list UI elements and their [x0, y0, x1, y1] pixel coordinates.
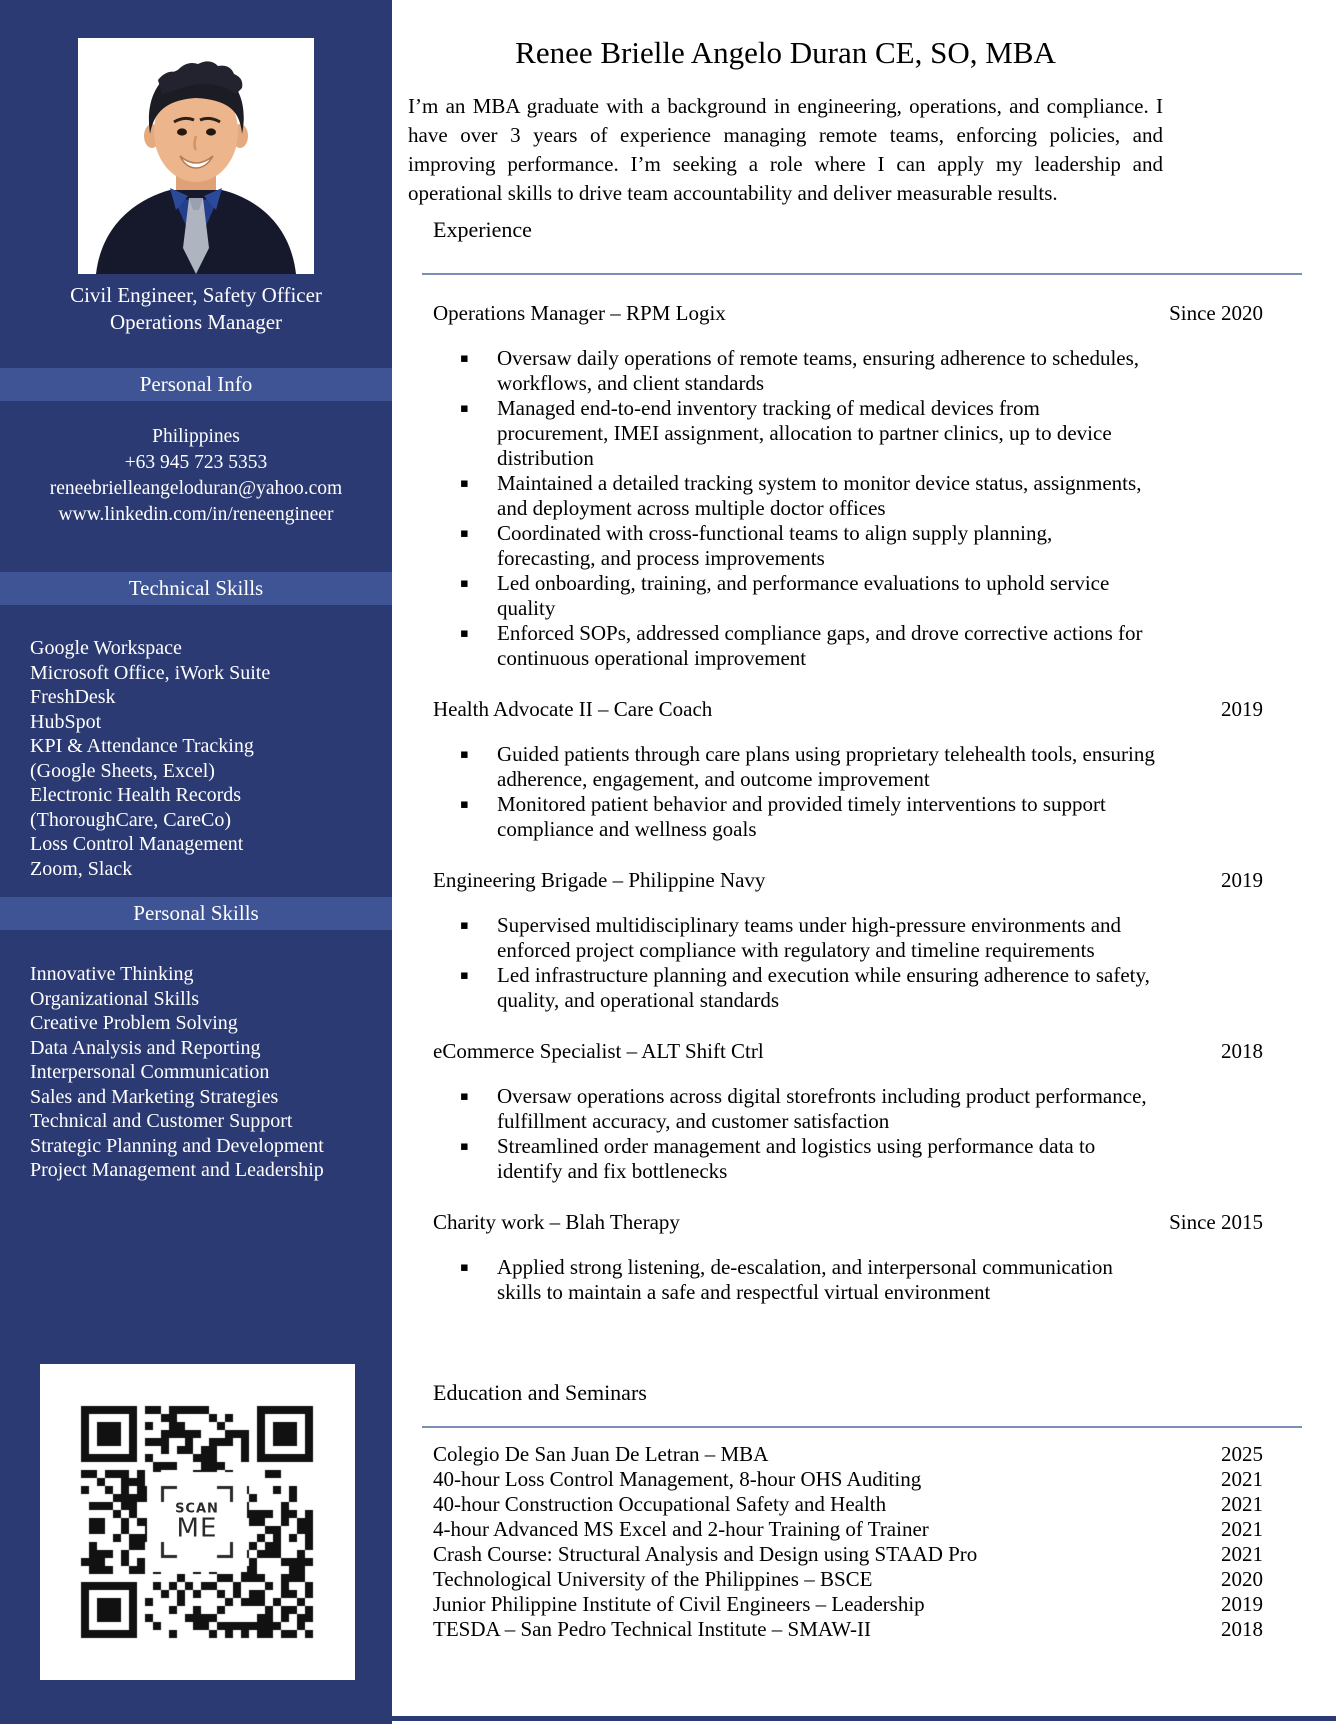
- personal-skill-item: Innovative Thinking: [30, 963, 194, 985]
- education-label: Technological University of the Philippines – BSCE: [433, 1567, 873, 1591]
- education-label: 40-hour Loss Control Management, 8-hour OHS Auditing: [433, 1467, 922, 1491]
- job-bullet: ▪ Maintained a detailed tracking system to monitor device status, assignments, and deployment across multiple doctor offices: [497, 471, 1155, 521]
- personal-skill-item: Data Analysis and Reporting: [30, 1036, 261, 1059]
- linkedin-text: www.linkedin.com/in/reneengineer: [58, 504, 334, 525]
- personal-skills-header: Personal Skills: [0, 897, 392, 930]
- education-year: 2019: [1221, 1592, 1263, 1616]
- job-head: [433, 301, 1302, 326]
- profile-summary: I’m an MBA graduate with a background in engineering, operations, and compliance. I have over 3 years of experience managing remote teams, enforcing policies, and improving performance. I’m seeking a role where I can apply my leadership and operational skills to drive team accountability and deliver measurable results.: [408, 94, 1163, 205]
- technical-skill-item: Electronic Health Records: [30, 784, 242, 806]
- education-year: 2021: [1221, 1467, 1263, 1491]
- qr-card: [40, 1364, 355, 1680]
- job-bullet: ▪ Coordinated with cross-functional teams to align supply planning, forecasting, and process improvements: [497, 521, 1155, 571]
- education-row: [433, 1617, 1302, 1642]
- job-bullet-list: [433, 346, 1155, 671]
- education-label: 4-hour Advanced MS Excel and 2-hour Training of Trainer: [433, 1517, 929, 1541]
- job-date: Since 2015: [1169, 1210, 1263, 1234]
- job-title: Charity work – Blah Therapy: [433, 1210, 680, 1234]
- candidate-name: Renee Brielle Angelo Duran CE, SO, MBA: [515, 35, 1056, 70]
- technical-skill-item: Google Workspace: [30, 637, 182, 659]
- education-section: [433, 1378, 1302, 1642]
- job-bullet: ▪ Oversaw operations across digital storefronts including product performance, fulfillment accuracy, and customer satisfaction: [497, 1084, 1155, 1134]
- personal-info-header: Personal Info: [0, 368, 392, 401]
- job-head: [433, 697, 1302, 722]
- job-bullet-list: [433, 742, 1155, 842]
- personal-skill-item: Strategic Planning and Development: [30, 1134, 324, 1157]
- education-heading: Education and Seminars: [433, 1380, 647, 1405]
- job-title: Engineering Brigade – Philippine Navy: [433, 868, 766, 892]
- technical-skill-item: Zoom, Slack: [30, 857, 133, 880]
- job-bullet: ▪ Led infrastructure planning and execution while ensuring adherence to safety, quality, and operational standards: [497, 963, 1155, 1013]
- job-entry: [433, 1210, 1302, 1305]
- experience-heading: Experience: [433, 217, 532, 242]
- education-year: 2020: [1221, 1567, 1263, 1591]
- education-year: 2021: [1221, 1492, 1263, 1516]
- job-bullet: ▪ Guided patients through care plans using proprietary telehealth tools, ensuring adherence, engagement, and outcome improvement: [497, 742, 1155, 792]
- job-bullet: ▪ Monitored patient behavior and provided timely interventions to support compliance and wellness goals: [497, 792, 1155, 842]
- scan-me-label-bottom: ME: [176, 1513, 218, 1544]
- job-bullet-list: [433, 1255, 1155, 1305]
- phone-text: +63 945 723 5353: [124, 452, 268, 473]
- job-title: Operations Manager – RPM Logix: [433, 301, 726, 325]
- job-date: 2019: [1221, 868, 1263, 892]
- job-head: [433, 1210, 1302, 1235]
- job-bullet: ▪ Enforced SOPs, addressed compliance gaps, and drove corrective actions for continuous operational improvement: [497, 621, 1155, 671]
- education-label: Junior Philippine Institute of Civil Engineers – Leadership: [433, 1592, 925, 1616]
- job-bullet-list: [433, 913, 1155, 1013]
- personal-info-lines: [0, 424, 392, 528]
- education-row: [433, 1567, 1302, 1592]
- job-head: [433, 868, 1302, 893]
- education-year: 2018: [1221, 1617, 1263, 1641]
- sidebar-title-line2: Operations Manager: [109, 310, 283, 334]
- personal-skill-item: Creative Problem Solving: [30, 1012, 238, 1034]
- header-block: [408, 34, 1163, 208]
- technical-skill-item: KPI & Attendance Tracking: [30, 735, 254, 757]
- technical-skill-item: HubSpot: [30, 710, 102, 733]
- job-bullet: ▪ Streamlined order management and logistics using performance data to identify and fix bottlenecks: [497, 1134, 1155, 1184]
- technical-skills-header: Technical Skills: [0, 572, 392, 605]
- education-row: [433, 1492, 1302, 1517]
- personal-skill-item: Interpersonal Communication: [30, 1061, 270, 1083]
- job-bullet: ▪ Applied strong listening, de-escalation, and interpersonal communication skills to maintain a safe and respectful virtual environment: [497, 1255, 1155, 1305]
- email-text: reneebrielleangeloduran@yahoo.com: [49, 478, 343, 499]
- education-row: [433, 1542, 1302, 1567]
- job-bullet: ▪ Supervised multidisciplinary teams under high-pressure environments and enforced project compliance with regulatory and timeline requirements: [497, 913, 1155, 963]
- job-date: 2019: [1221, 697, 1263, 721]
- technical-skill-item: (Google Sheets, Excel): [30, 759, 215, 782]
- education-rows: [433, 1442, 1302, 1642]
- technical-skill-item: Microsoft Office, iWork Suite: [30, 661, 271, 684]
- education-year: 2025: [1221, 1442, 1263, 1466]
- qr-code: [77, 1402, 317, 1642]
- education-label: 40-hour Construction Occupational Safety and Health: [433, 1492, 887, 1516]
- experience-section: [433, 215, 1302, 1319]
- job-head: [433, 1039, 1302, 1064]
- education-row: [433, 1517, 1302, 1542]
- scan-me-label-top: SCAN: [175, 1501, 219, 1517]
- sidebar: [0, 0, 392, 1724]
- education-rule: [422, 1426, 1302, 1428]
- main-content: [392, 0, 1336, 1724]
- job-entry: [433, 868, 1302, 1013]
- job-bullet: ▪ Oversaw daily operations of remote teams, ensuring adherence to schedules, workflows, and client standards: [497, 346, 1155, 396]
- education-label: Colegio De San Juan De Letran – MBA: [433, 1442, 769, 1466]
- job-date: 2018: [1221, 1039, 1263, 1063]
- personal-skill-item: Project Management and Leadership: [30, 1159, 324, 1181]
- personal-skill-item: Organizational Skills: [30, 987, 200, 1010]
- education-row: [433, 1592, 1302, 1617]
- portrait-illustration: [78, 38, 314, 274]
- personal-skill-item: Technical and Customer Support: [30, 1110, 293, 1132]
- education-year: 2021: [1221, 1517, 1263, 1541]
- technical-skill-item: (ThoroughCare, CareCo): [30, 808, 232, 831]
- sidebar-title: [0, 282, 392, 336]
- job-title: eCommerce Specialist – ALT Shift Ctrl: [433, 1039, 764, 1063]
- education-label: Crash Course: Structural Analysis and Design using STAAD Pro: [433, 1542, 978, 1566]
- bottom-rule: [392, 1716, 1336, 1721]
- job-entry: [433, 697, 1302, 842]
- experience-rule: [422, 273, 1302, 275]
- technical-skill-item: Loss Control Management: [30, 833, 244, 855]
- technical-skills-list: [30, 636, 384, 881]
- job-bullet: ▪ Led onboarding, training, and performance evaluations to uphold service quality: [497, 571, 1155, 621]
- job-bullet: ▪ Managed end-to-end inventory tracking of medical devices from procurement, IMEI assignment, allocation to partner clinics, up to device distribution: [497, 396, 1155, 471]
- education-year: 2021: [1221, 1542, 1263, 1566]
- job-bullet-list: [433, 1084, 1155, 1184]
- location-text: Philippines: [152, 426, 240, 447]
- job-title: Health Advocate II – Care Coach: [433, 697, 713, 721]
- education-row: [433, 1442, 1302, 1467]
- personal-skill-item: Sales and Marketing Strategies: [30, 1085, 279, 1108]
- sidebar-title-line1: Civil Engineer, Safety Officer: [70, 283, 322, 307]
- job-entry: [433, 301, 1302, 671]
- technical-skill-item: FreshDesk: [30, 686, 116, 708]
- education-row: [433, 1467, 1302, 1492]
- job-entry: [433, 1039, 1302, 1184]
- job-date: Since 2020: [1169, 301, 1263, 325]
- education-label: TESDA – San Pedro Technical Institute – SMAW-II: [433, 1617, 871, 1641]
- profile-photo: [78, 38, 314, 274]
- personal-skills-list: [30, 962, 384, 1183]
- scan-me-label: [171, 1501, 223, 1544]
